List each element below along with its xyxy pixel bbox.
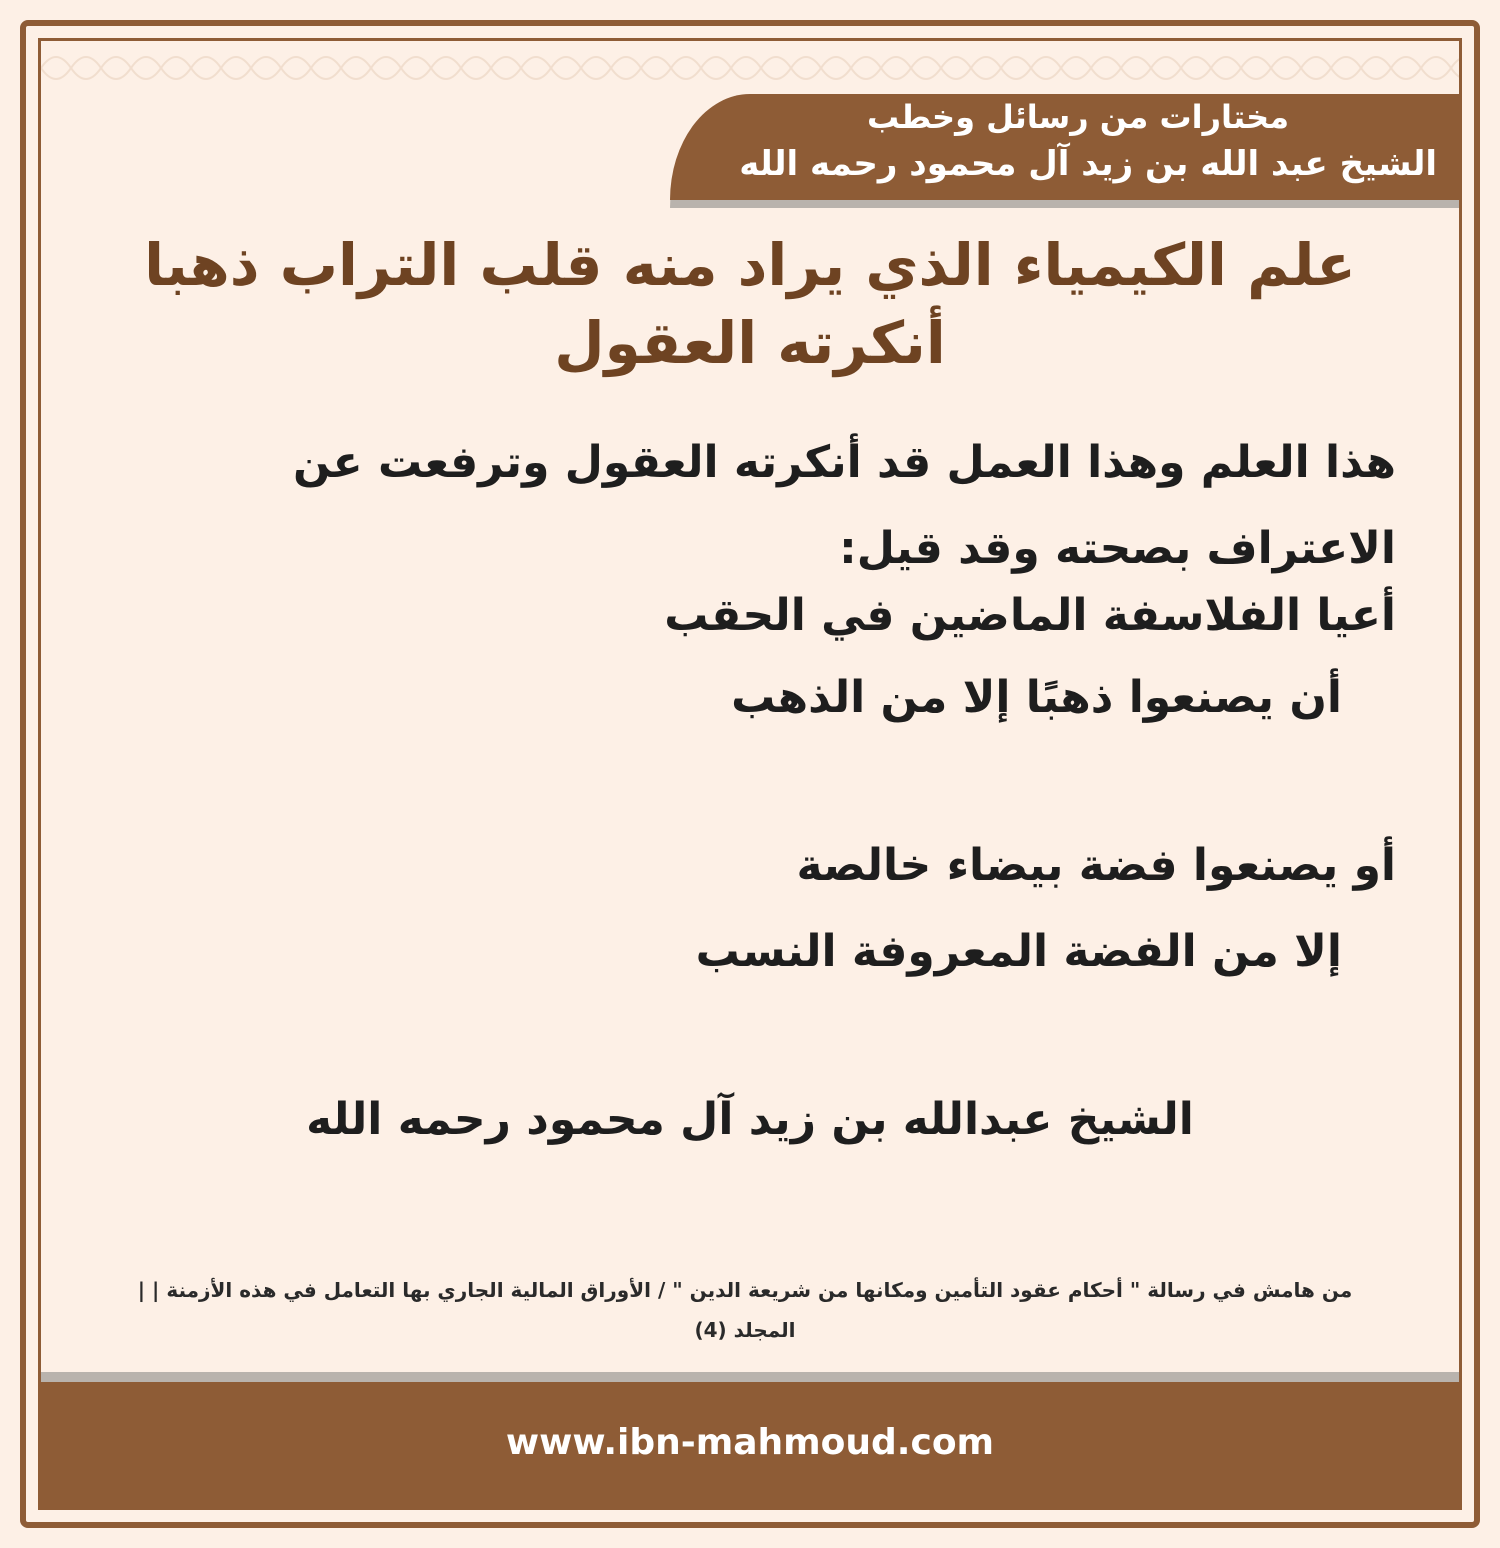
verse-line: أعيا الفلاسفة الماضين في الحقب [664, 590, 1396, 641]
verse-line: أو يصنعوا فضة بيضاء خالصة [796, 840, 1396, 891]
footnote-source: من هامش في رسالة " أحكام عقود التأمين ومكانها من شريعة الدين " / الأوراق المالية الجاري بها التعامل في هذه الأزمنة | | [137, 1278, 1353, 1302]
website-link[interactable]: www.ibn-mahmoud.com [505, 1422, 995, 1463]
page-title [80, 226, 1420, 382]
decorative-pattern [41, 41, 1459, 96]
title-line-2: أنكرته العقول [554, 309, 946, 377]
footer-band [41, 1372, 1459, 1507]
title-line-1: علم الكيمياء الذي يراد منه قلب التراب ذهبا [144, 231, 1356, 299]
footnote-volume: المجلد (4) [694, 1318, 796, 1342]
verse-line: أن يصنعوا ذهبًا إلا من الذهب [731, 672, 1342, 723]
verse-line: إلا من الفضة المعروفة النسب [695, 926, 1342, 977]
body-paragraph: هذا العلم وهذا العمل قد أنكرته العقول وترفعت عن الاعتراف بصحته وقد قيل: [292, 437, 1396, 574]
author-signature: الشيخ عبدالله بن زيد آل محمود رحمه الله [306, 1094, 1194, 1145]
header-author-name: الشيخ عبد الله بن زيد آل محمود رحمه الله [739, 144, 1437, 184]
header-band [670, 94, 1459, 200]
footnote [90, 1270, 1400, 1350]
header-series-title: مختارات من رسائل وخطب [866, 98, 1289, 136]
